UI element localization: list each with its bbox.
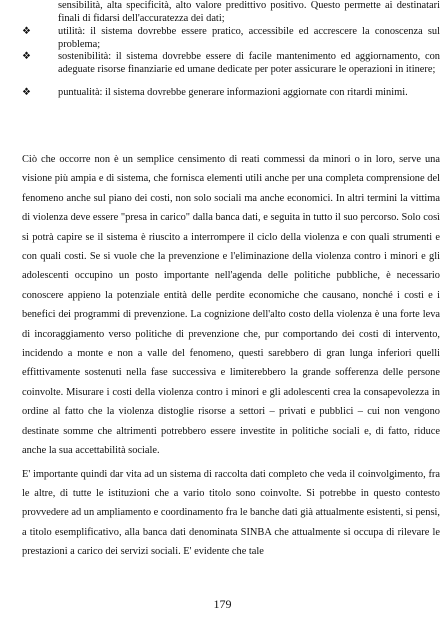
diamond-bullet-icon: ❖ [22, 86, 31, 98]
bullet-list [22, 0, 440, 99]
bullet-text: sensibilità, alta specificità, alto valore predittivo positivo. Questo permette ai destinatari finali di fidarsi dell'accuratezza dei dati; [58, 0, 440, 24]
bullet-item-puntualita [22, 87, 440, 100]
body-text [22, 150, 440, 562]
bullet-text: utilità: il sistema dovrebbe essere pratico, accessibile ed accrescere la conoscenza sul problema; [58, 26, 440, 50]
bullet-text: sostenibilità: il sistema dovrebbe essere di facile mantenimento ed aggiornamento, con adeguate risorse finanziarie ed umane dedicate per poter assicurare le operazioni in itinere; [58, 51, 440, 75]
paragraph: Ciò che occorre non è un semplice censimento di reati commessi da minori o in loro, serve una visione più ampia e di sistema, che fornisca elementi utili anche per una completa comprensione del fenomeno anche sul piano dei costi, non solo sociali ma anche economici. In altri termini la vittima di violenza deve essere "presa in carico" dalla banca dati, e seguita in tutto il suo percorso. Solo così si potrà capire se il sistema è riuscito a interrompere il ciclo della violenza e con quali strumenti e con quali costi. Se si vuole che la prevenzione e l'eliminazione della violenza contro i minori e gli adolescenti occupino un posto importante nell'agenda delle politiche pubbliche, è necessario conoscere appieno la potenziale entità delle perdite economiche che causano, nonché i costi e i benefici dei programmi di prevenzione. La cognizione dell'alto costo della violenza è una forte leva di incoraggiamento verso politiche di prevenzione che, pur comportando dei costi di intervento, incidendo a monte e non a valle del fenomeno, questi sarebbero di gran lunga inferiori quelli effittivamente sostenuti nella fase successiva e limiterebbero la grande sofferenza delle persone coinvolte. Misurare i costi della violenza contro i minori e gli adolescenti crea la consapevolezza in ordine al fatto che la violenza distoglie risorse a settori – privati e pubblici – cui non vengono destinate somme che altrimenti potrebbero essere investite in politiche sociali e, di fatto, riduce anche la sua accettabilità sociale. [22, 154, 440, 457]
page-number: 179 [213, 597, 232, 611]
diamond-bullet-icon: ❖ [22, 51, 31, 63]
bullet-item-continuation [22, 0, 440, 25]
diamond-bullet-icon: ❖ [22, 26, 31, 38]
bullet-item-utilita [22, 26, 440, 51]
bullet-item-sostenibilita [22, 51, 440, 76]
bullet-text: puntualità: il sistema dovrebbe generare informazioni aggiornate con ritardi minimi. [58, 86, 408, 98]
paragraph: E' importante quindi dar vita ad un sistema di raccolta dati completo che veda il coinvolgimento, fra le altre, di tutte le istituzioni che a vario titolo sono coinvolte. Si potrebbe in questo contesto provvedere ad un ampliamento e coordinamento fra le banche dati già attualmente esistenti, si pensi, a titolo esemplificativo, alla banca dati denominata SINBA che attualmente si occupa di rilevare le prestazioni a carico dei servizi sociali. E' evidente che tale [22, 468, 440, 558]
